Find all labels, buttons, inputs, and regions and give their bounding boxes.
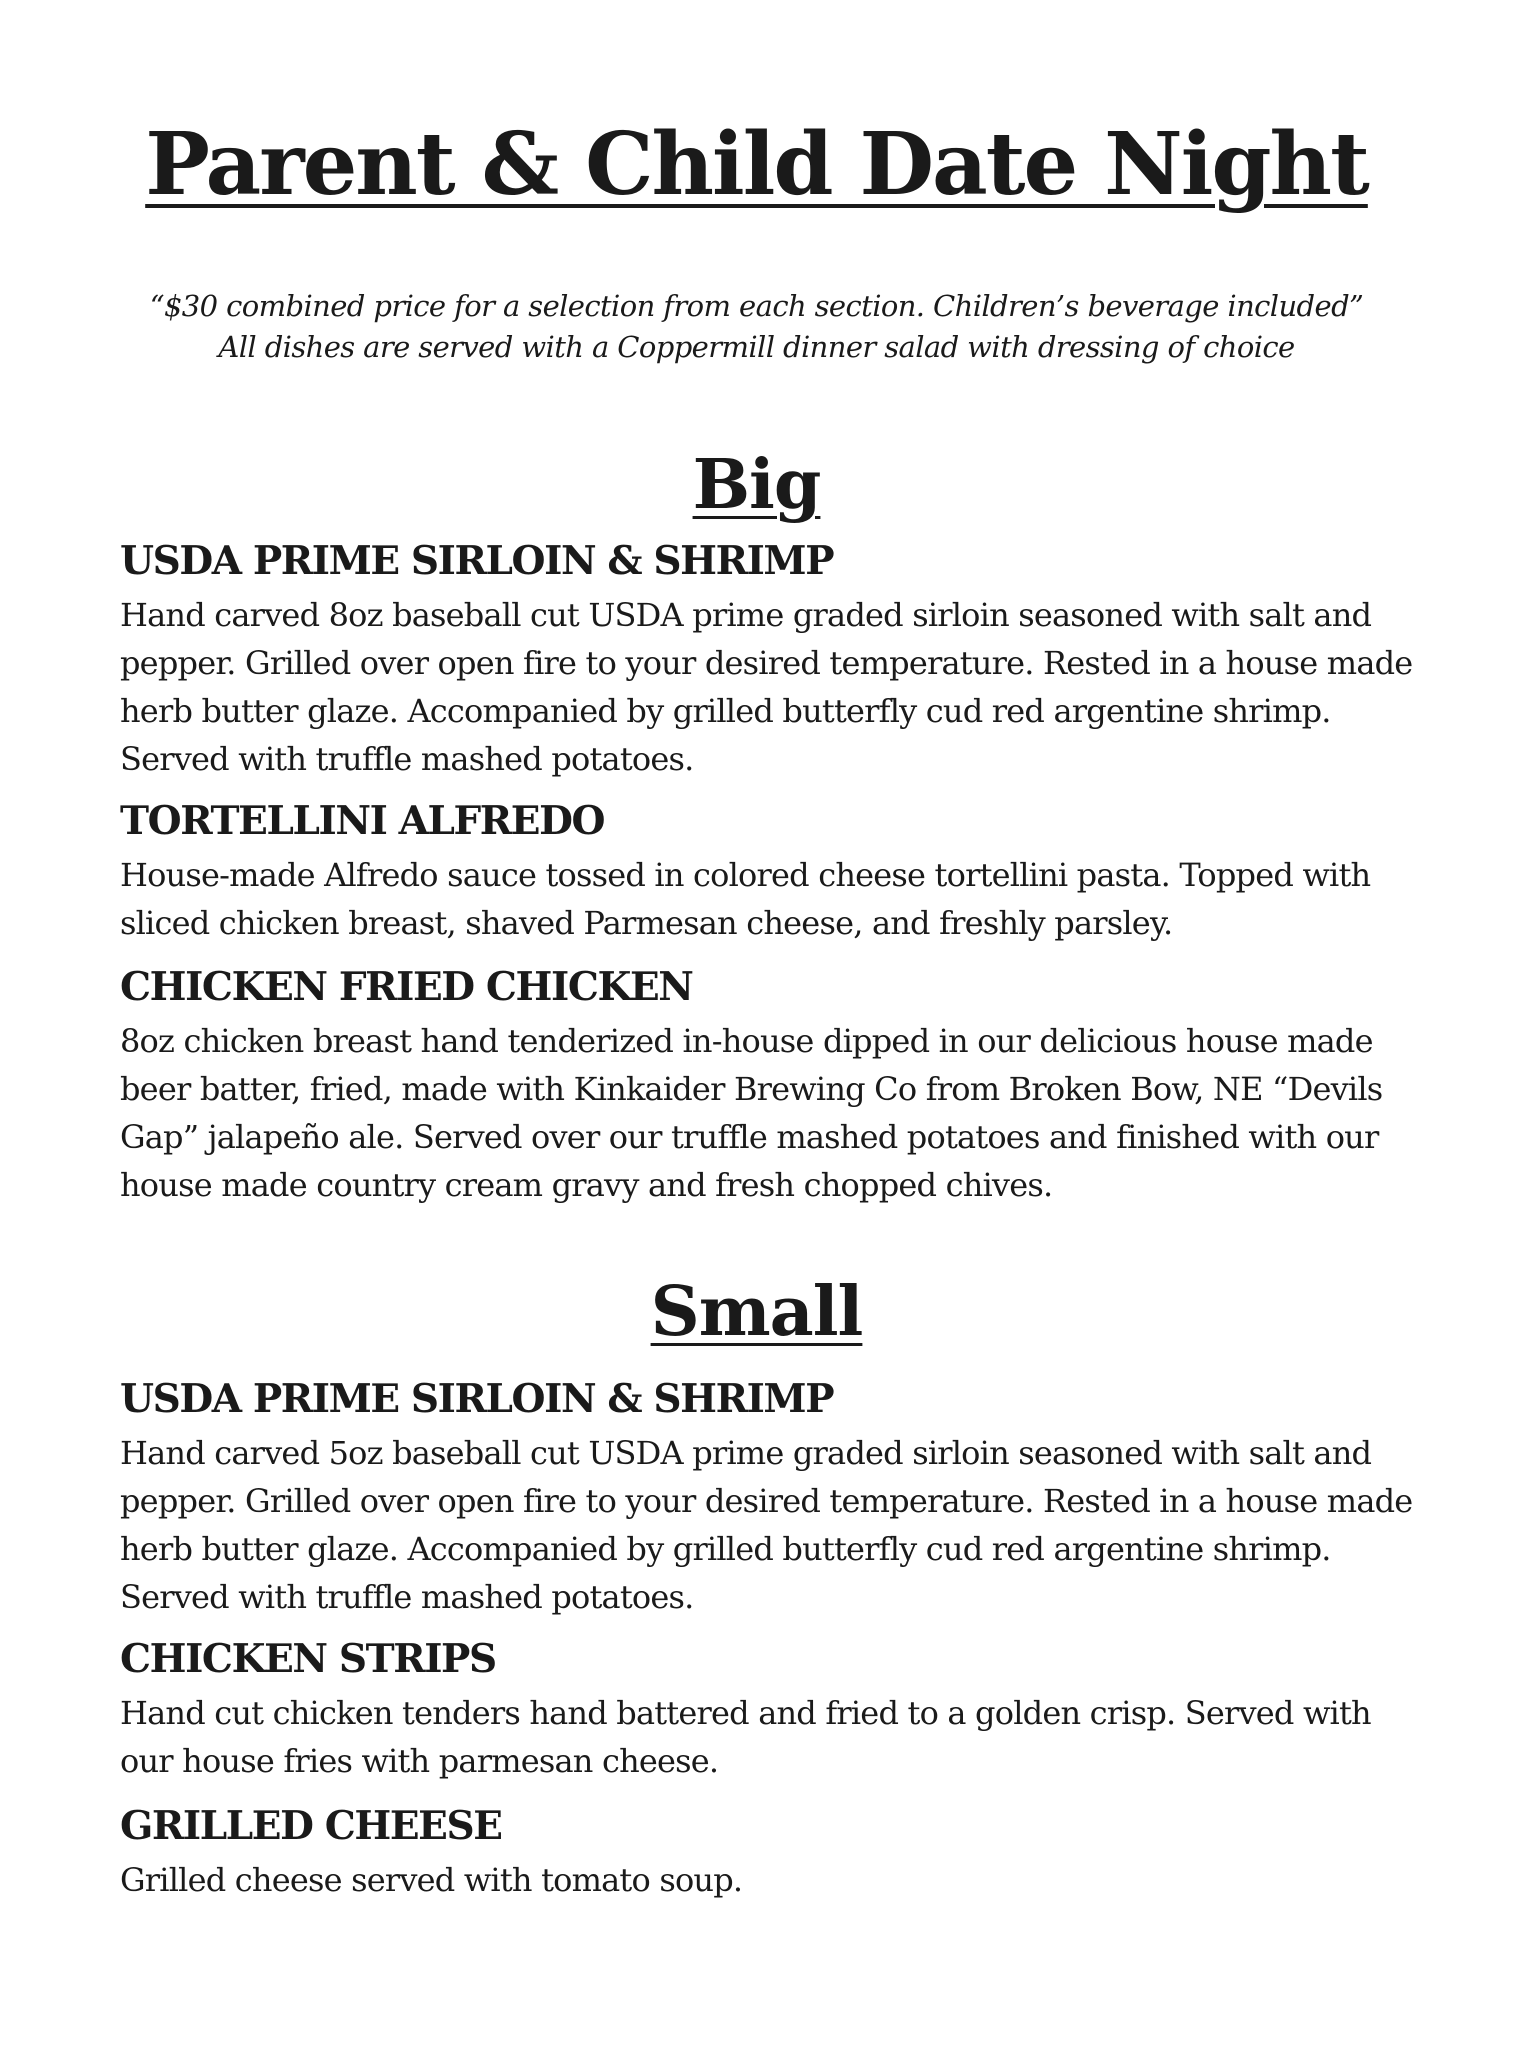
section-heading-big [0,445,1513,525]
menu-item-description: Hand carved 5oz baseball cut USDA prime graded sirloin seasoned with salt and pepper. Grilled over open fire to your desired temperature. Rested in a house made herb butter glaze. Accompanied by grilled butterfly cud red argentine shrimp. Served with truffle mashed potatoes. [120,1433,1413,1616]
menu-item-description: House-made Alfredo sauce tossed in colored cheese tortellini pasta. Topped with sliced chicken breast, shaved Parmesan cheese, and freshly parsley. [120,855,1371,942]
section-heading-small-text: Small [650,1272,863,1352]
salad-note: All dishes are served with a Coppermill dinner salad with dressing of choice [218,330,1295,364]
menu-item-name: GRILLED CHEESE [120,1803,502,1849]
section-heading-small [0,1272,1513,1352]
menu-item [120,1638,1420,1785]
menu-item-name: CHICKEN FRIED CHICKEN [120,964,693,1010]
menu-item [120,1378,1420,1621]
menu-item [120,800,1420,947]
section-heading-big-text: Big [692,445,821,525]
page-title [0,114,1513,215]
menu-item [120,1805,1420,1904]
menu-item [120,966,1420,1209]
menu-item-name: CHICKEN STRIPS [120,1636,496,1682]
menu-item-name: USDA PRIME SIRLOIN & SHRIMP [120,538,834,584]
menu-item [120,540,1420,783]
menu-item-description: Grilled cheese served with tomato soup. [120,1860,743,1899]
menu-item-name: TORTELLINI ALFREDO [120,798,605,844]
menu-item-description: Hand cut chicken tenders hand battered and fried to a golden crisp. Served with our house fries with parmesan cheese. [120,1693,1371,1780]
page-title-text: Parent & Child Date Night [145,114,1368,215]
pricing-note: “$30 combined price for a selection from each section. Children’s beverage included” [149,289,1364,323]
menu-item-description: Hand carved 8oz baseball cut USDA prime graded sirloin seasoned with salt and pepper. Grilled over open fire to your desired temperature. Rested in a house made herb butter glaze. Accompanied by grilled butterfly cud red argentine shrimp. Served with truffle mashed potatoes. [120,595,1413,778]
menu-item-name: USDA PRIME SIRLOIN & SHRIMP [120,1376,834,1422]
menu-item-description: 8oz chicken breast hand tenderized in-house dipped in our delicious house made beer batter, fried, made with Kinkaider Brewing Co from Broken Bow, NE “Devils Gap” jalapeño ale. Served over our truffle mashed potatoes and finished with our house made country cream gravy and fresh chopped chives. [120,1021,1383,1204]
